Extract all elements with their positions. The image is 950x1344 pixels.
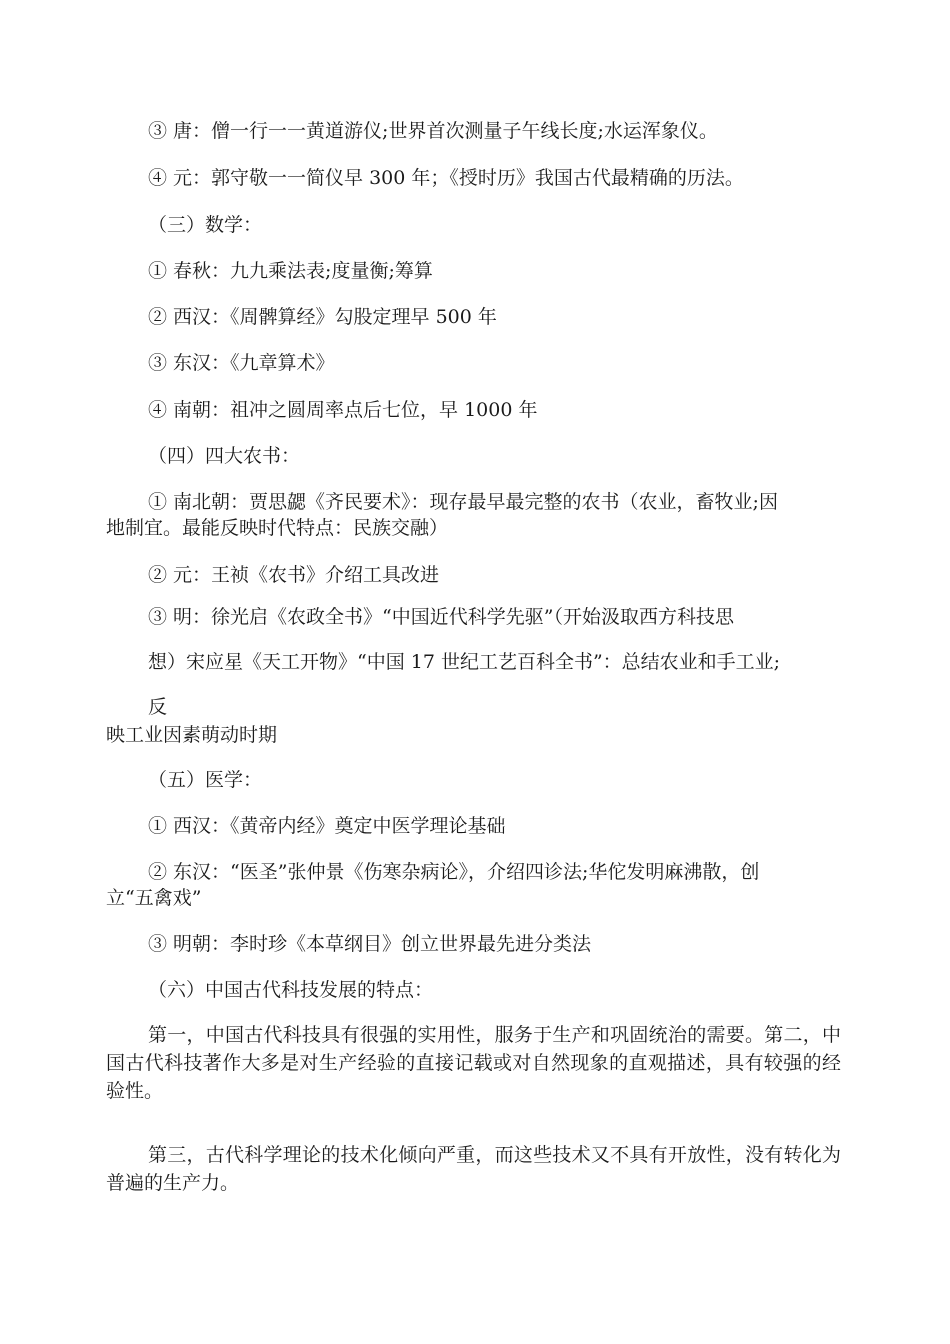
math-heading: （三）数学： — [148, 214, 263, 236]
agri-ming-line-cont: 想）宋应星《天工开物》“中国 17 世纪工艺百科全书”：总结农业和手工业; — [148, 651, 781, 673]
med-donghan-line-cont: 立“五禽戏” — [106, 887, 202, 909]
med-donghan-line: ② 东汉：“医圣”张仲景《伤寒杂病论》，介绍四诊法;华佗发明麻沸散，创 — [148, 861, 760, 883]
tang-astronomy-line: ③ 唐：僧一行一一黄道游仪;世界首次测量子午线长度;水运浑象仪。 — [148, 120, 718, 142]
med-xihan-line: ① 西汉：《黄帝内经》奠定中医学理论基础 — [148, 815, 506, 837]
agri-ming-line-fan: 反 — [148, 696, 168, 718]
med-ming-line: ③ 明朝：李时珍《本草纲目》创立世界最先进分类法 — [148, 933, 592, 955]
agri-qiminyaoshu-line: ① 南北朝：贾思勰《齐民要术》：现存最早最完整的农书（农业，畜牧业;因 — [148, 491, 778, 513]
characteristics-paragraph-2: 第三，古代科学理论的技术化倾向严重，而这些技术又不具有开放性，没有转化为普遍的生产力。 — [106, 1144, 841, 1194]
characteristics-heading: （六）中国古代科技发展的特点： — [148, 979, 434, 1001]
agriculture-heading: （四）四大农书： — [148, 445, 301, 467]
agri-qiminyaoshu-line-cont: 地制宜。最能反映时代特点：民族交融） — [106, 517, 449, 539]
agri-ming-line: ③ 明：徐光启《农政全书》“中国近代科学先驱”（开始汲取西方科技思 — [148, 606, 734, 628]
math-chunqiu-line: ① 春秋：九九乘法表;度量衡;筹算 — [148, 260, 433, 282]
agri-nongshu-line: ② 元：王祯《农书》介绍工具改进 — [148, 564, 440, 586]
math-xihan-line: ② 西汉：《周髀算经》勾股定理早 500 年 — [148, 306, 497, 328]
yuan-astronomy-line: ④ 元：郭守敬一一简仪早 300 年；《授时历》我国古代最精确的历法。 — [148, 167, 744, 189]
math-donghan-line: ③ 东汉：《九章算术》 — [148, 352, 335, 374]
medicine-heading: （五）医学： — [148, 769, 263, 791]
agri-ming-line-end: 映工业因素萌动时期 — [106, 724, 278, 746]
math-nanchao-line: ④ 南朝：祖冲之圆周率点后七位，早 1000 年 — [148, 399, 538, 421]
characteristics-paragraph-1: 第一，中国古代科技具有很强的实用性，服务于生产和巩固统治的需要。第二，中国古代科技著作大多是对生产经验的直接记载或对自然现象的直观描述，具有较强的经验性。 — [106, 1024, 841, 1102]
